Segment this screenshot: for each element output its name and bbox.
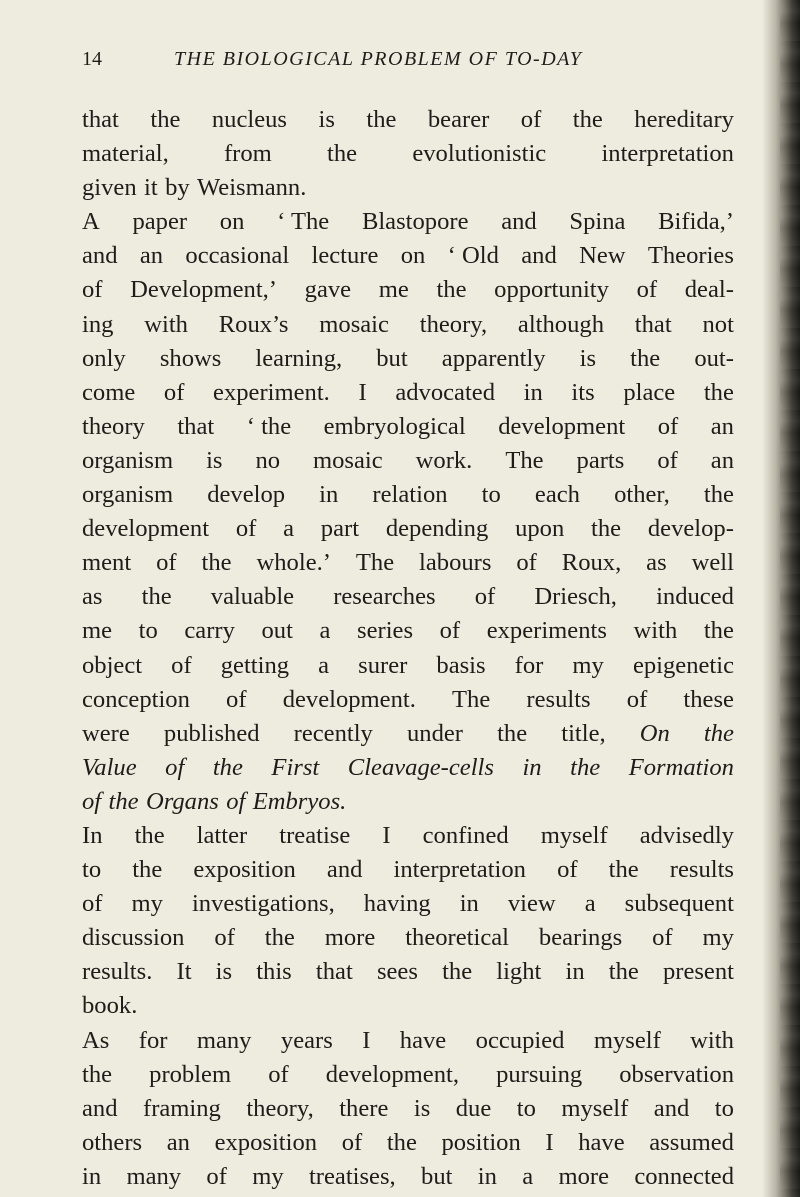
word: and	[653, 1094, 690, 1122]
word: of	[657, 446, 678, 474]
word: The	[355, 549, 395, 577]
word: to	[82, 856, 102, 884]
word: only	[82, 344, 126, 372]
word: occupied	[475, 1026, 565, 1054]
word: Organs	[145, 787, 219, 815]
word: getting	[220, 651, 290, 679]
word: of	[557, 856, 578, 884]
word: advisedly	[639, 821, 734, 849]
word: The	[505, 446, 544, 474]
word: ment	[82, 549, 132, 577]
word: development	[498, 412, 626, 440]
word: ing	[82, 310, 114, 338]
text-line	[82, 410, 734, 444]
word: experiments	[486, 617, 607, 645]
word: and	[82, 1094, 118, 1122]
text-line	[82, 649, 734, 683]
word: of	[626, 685, 648, 713]
word: of	[206, 1162, 227, 1190]
word: Cleavage-cells	[347, 753, 494, 781]
word: treatise	[279, 821, 351, 849]
word: labours	[419, 549, 492, 577]
word: and	[326, 856, 363, 884]
word: the	[570, 753, 601, 781]
word: Weismann.	[197, 174, 307, 202]
text-line	[82, 273, 734, 307]
word: to	[714, 1094, 734, 1122]
word: subsequent	[624, 890, 734, 918]
word: relation	[372, 481, 448, 509]
word: out	[261, 617, 293, 645]
word: nucleus	[211, 106, 288, 133]
word: well	[691, 549, 734, 577]
word: of	[171, 651, 192, 679]
word: the	[436, 276, 467, 304]
text-line	[82, 376, 734, 410]
word: under	[406, 719, 463, 747]
word: having	[363, 890, 431, 918]
word: organism	[82, 446, 174, 474]
word: myself	[540, 821, 608, 849]
word: upon	[515, 515, 565, 543]
word: my	[572, 651, 604, 679]
word: connected	[634, 1162, 734, 1190]
word: of	[82, 890, 103, 918]
word: exposition	[193, 856, 296, 884]
text-line	[82, 785, 734, 819]
page-header	[82, 48, 732, 78]
word: Bifida,’	[658, 208, 734, 236]
word: epigenetic	[632, 651, 734, 679]
word: the	[132, 856, 163, 884]
word: the	[703, 481, 734, 509]
word: Value	[82, 753, 137, 781]
word: series	[357, 617, 414, 645]
word: that	[82, 106, 119, 133]
word: my	[252, 1162, 284, 1190]
text-line	[82, 103, 734, 137]
word: It	[176, 958, 192, 986]
word: is	[206, 446, 223, 474]
word: of	[520, 106, 542, 133]
text-line	[82, 819, 734, 853]
word: from	[223, 140, 272, 168]
word: that	[177, 412, 215, 440]
word: Roux’s	[218, 310, 289, 338]
word: valuable	[210, 583, 295, 611]
word: development	[82, 515, 210, 543]
word: pursuing	[496, 1060, 583, 1088]
text-line	[82, 205, 734, 239]
text-line	[82, 478, 734, 512]
word: development,	[325, 1060, 459, 1088]
word: surer	[358, 651, 408, 679]
word: the	[150, 106, 181, 133]
word: confined	[422, 821, 509, 849]
word: of	[82, 276, 103, 304]
text-line	[82, 1126, 734, 1160]
word: I	[358, 378, 367, 406]
word: latter	[196, 821, 248, 849]
word: book.	[82, 992, 138, 1020]
word: more	[324, 924, 376, 952]
word: of	[474, 583, 496, 611]
word: an	[710, 446, 734, 474]
word: investigations,	[191, 890, 335, 918]
text-line	[82, 444, 734, 478]
word: a	[584, 890, 596, 918]
word: in	[82, 1162, 102, 1190]
word: of	[657, 412, 679, 440]
word: of	[439, 617, 461, 645]
word: learning,	[255, 344, 343, 372]
word: theory,	[246, 1094, 314, 1122]
word: results.	[82, 958, 153, 986]
word: paper	[132, 208, 188, 236]
word: the	[608, 958, 639, 986]
word: a	[318, 651, 330, 679]
text-line	[82, 137, 734, 171]
word: apparently	[441, 344, 546, 372]
word: the	[327, 140, 358, 168]
word: results	[669, 856, 734, 884]
word: As	[82, 1026, 110, 1054]
word: but	[376, 344, 408, 372]
word: Blastopore	[361, 208, 469, 236]
word: basis	[436, 651, 486, 679]
word: others	[82, 1128, 143, 1156]
word: is	[215, 958, 233, 986]
word: sees	[376, 958, 418, 986]
word: evolutionistic	[412, 140, 547, 168]
word: deal-	[684, 276, 734, 304]
word: experiment.	[213, 378, 330, 406]
text-line	[82, 580, 734, 614]
word: Driesch,	[534, 583, 617, 611]
text-line	[82, 955, 734, 989]
word: the	[703, 378, 734, 406]
word: mosaic	[313, 446, 383, 474]
word: an	[710, 412, 734, 440]
word: were	[82, 719, 130, 747]
word: ‘ The	[277, 208, 330, 236]
word: problem	[149, 1060, 232, 1088]
word: no	[255, 446, 281, 474]
word: The	[452, 685, 491, 713]
text-line	[82, 342, 734, 376]
word: is	[579, 344, 597, 372]
word: on	[219, 208, 245, 236]
word: in	[565, 958, 585, 986]
word: conception	[82, 685, 190, 713]
word: ‘ Old	[447, 242, 499, 270]
text-line	[82, 1092, 734, 1126]
word: New	[579, 242, 626, 270]
word: have	[578, 1128, 625, 1156]
word: is	[413, 1094, 431, 1122]
word: the	[497, 719, 528, 747]
word: that	[315, 958, 353, 986]
word: of	[82, 787, 102, 815]
text-line	[82, 512, 734, 546]
word: my	[131, 890, 163, 918]
word: parts	[576, 446, 625, 474]
running-head: THE BIOLOGICAL PROBLEM OF TO-DAY	[174, 48, 583, 70]
word: me	[378, 276, 409, 304]
word: this	[256, 958, 292, 986]
word: of	[163, 378, 185, 406]
word: framing	[143, 1094, 221, 1122]
word: discussion	[82, 924, 185, 952]
word: on	[400, 242, 426, 270]
word: but	[421, 1162, 453, 1190]
word: the	[82, 1060, 113, 1088]
body-text	[82, 103, 734, 1194]
word: Development,’	[130, 276, 277, 304]
word: to	[516, 1094, 536, 1122]
word: myself	[593, 1026, 661, 1054]
word: there	[339, 1094, 389, 1122]
word: hereditary	[634, 106, 734, 133]
word: induced	[656, 583, 734, 611]
word: researches	[333, 583, 436, 611]
word: Formation	[628, 753, 734, 781]
word: due	[455, 1094, 492, 1122]
word: theory	[82, 412, 145, 440]
word: gave	[304, 276, 352, 304]
word: the	[264, 924, 295, 952]
word: ‘ the	[246, 412, 292, 440]
word: of	[226, 787, 246, 815]
word: work.	[415, 446, 473, 474]
word: the	[201, 549, 232, 577]
word: theory,	[419, 310, 488, 338]
word: for	[514, 651, 544, 679]
word: is	[318, 106, 335, 133]
word: me	[82, 617, 113, 645]
word: the	[608, 856, 639, 884]
word: opportunity	[494, 276, 609, 304]
word: its	[571, 378, 595, 406]
word: observation	[619, 1060, 734, 1088]
text-line	[82, 1160, 734, 1194]
word: other,	[614, 481, 670, 509]
word: the	[572, 106, 603, 133]
word: as	[82, 583, 103, 611]
word: the	[386, 1128, 417, 1156]
word: embryological	[323, 412, 466, 440]
word: given	[82, 174, 137, 202]
word: many	[196, 1026, 252, 1054]
word: many	[126, 1162, 182, 1190]
word: come	[82, 378, 136, 406]
word: bearer	[427, 106, 490, 133]
word: myself	[561, 1094, 629, 1122]
word: have	[399, 1026, 447, 1054]
word: the	[141, 583, 172, 611]
word: in	[522, 753, 542, 781]
word: of	[214, 924, 235, 952]
word: not	[702, 310, 734, 338]
word: to	[481, 481, 501, 509]
text-line	[82, 717, 734, 751]
word: view	[507, 890, 556, 918]
word: as	[646, 549, 667, 577]
word: the	[108, 787, 139, 815]
word: Theories	[647, 242, 734, 270]
word: Embryos.	[252, 787, 347, 815]
word: of	[516, 549, 537, 577]
word: First	[271, 753, 320, 781]
text-line	[82, 683, 734, 717]
word: title,	[561, 719, 606, 747]
text-line	[82, 853, 734, 887]
page-edge-texture	[780, 0, 800, 1197]
text-line	[82, 239, 734, 273]
word: part	[320, 515, 360, 543]
text-line	[82, 1024, 734, 1058]
word: of	[652, 924, 673, 952]
word: material,	[82, 140, 169, 168]
word: an	[166, 1128, 190, 1156]
word: Roux,	[561, 549, 622, 577]
word: it	[144, 174, 158, 202]
word: by	[165, 174, 190, 202]
word: position	[441, 1128, 521, 1156]
word: and	[521, 242, 557, 270]
word: that	[634, 310, 672, 338]
word: shows	[159, 344, 222, 372]
word: a	[319, 617, 331, 645]
word: of	[268, 1060, 289, 1088]
word: assumed	[649, 1128, 734, 1156]
word: of	[341, 1128, 363, 1156]
word: with	[633, 617, 678, 645]
word: the	[703, 617, 734, 645]
text-line	[82, 1058, 734, 1092]
word: development.	[282, 685, 416, 713]
word: although	[517, 310, 604, 338]
word: develop-	[647, 515, 734, 543]
word: light	[496, 958, 542, 986]
word: interpretation	[601, 140, 734, 168]
word: with	[690, 1026, 734, 1054]
word: A	[82, 208, 100, 236]
word: and	[82, 242, 118, 270]
text-line	[82, 308, 734, 342]
word: the	[212, 753, 243, 781]
word: years	[280, 1026, 333, 1054]
word: the	[630, 344, 661, 372]
word: bearings	[538, 924, 623, 952]
word: for	[138, 1026, 168, 1054]
word: object	[82, 651, 143, 679]
word: treatises,	[308, 1162, 396, 1190]
word: whole.’	[256, 549, 331, 577]
word: of	[636, 276, 658, 304]
word: mosaic	[319, 310, 389, 338]
word: exposition	[214, 1128, 318, 1156]
word: results	[526, 685, 591, 713]
word: in	[459, 890, 479, 918]
word: the	[134, 821, 165, 849]
word: I	[545, 1128, 554, 1156]
word: I	[362, 1026, 371, 1054]
text-line	[82, 887, 734, 921]
word: of	[156, 549, 177, 577]
word: theoretical	[405, 924, 509, 952]
word: a	[283, 515, 295, 543]
word: On	[639, 719, 670, 747]
word: with	[144, 310, 188, 338]
word: the	[442, 958, 473, 986]
word: in	[477, 1162, 497, 1190]
word: a	[522, 1162, 534, 1190]
word: depending	[385, 515, 489, 543]
word: published	[163, 719, 260, 747]
word: carry	[184, 617, 235, 645]
word: In	[82, 821, 103, 849]
word: out-	[694, 344, 734, 372]
word: in	[523, 378, 543, 406]
word: an	[139, 242, 164, 270]
word: Spina	[569, 208, 626, 236]
word: occasional	[185, 242, 290, 270]
word: my	[702, 924, 734, 952]
word: present	[662, 958, 734, 986]
word: the	[703, 719, 734, 747]
text-line	[82, 546, 734, 580]
word: I	[382, 821, 391, 849]
word: of	[226, 685, 247, 713]
word: to	[138, 617, 158, 645]
word: each	[534, 481, 580, 509]
word: interpretation	[393, 856, 526, 884]
word: the	[366, 106, 397, 133]
word: in	[319, 481, 339, 509]
text-line	[82, 614, 734, 648]
text-line	[82, 751, 734, 785]
word: recently	[293, 719, 373, 747]
text-line	[82, 989, 734, 1023]
word: develop	[207, 481, 286, 509]
word: of	[165, 753, 185, 781]
word: organism	[82, 481, 174, 509]
text-line	[82, 921, 734, 955]
word: of	[235, 515, 257, 543]
word: advocated	[395, 378, 495, 406]
page-number: 14	[82, 48, 102, 70]
text-line	[82, 171, 734, 205]
word: lecture	[311, 242, 379, 270]
word: place	[623, 378, 676, 406]
word: these	[683, 685, 734, 713]
word: the	[591, 515, 622, 543]
word: and	[501, 208, 537, 236]
word: more	[558, 1162, 609, 1190]
